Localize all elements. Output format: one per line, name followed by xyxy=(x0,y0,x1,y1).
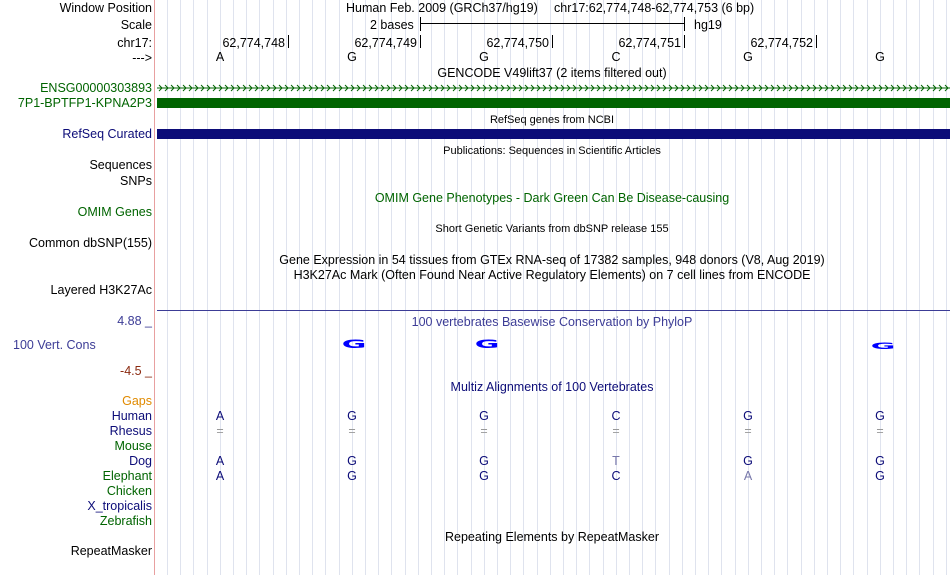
db-text: hg19 xyxy=(694,18,722,32)
window-position-label: Window Position xyxy=(59,1,152,15)
species-base: G xyxy=(875,409,885,423)
species-base: C xyxy=(611,469,621,483)
coordinate-tick xyxy=(684,35,685,48)
species-base: G xyxy=(479,409,489,423)
species-base: G xyxy=(743,409,753,423)
refseq-gene-bar[interactable] xyxy=(157,129,950,139)
species-label[interactable]: Dog xyxy=(129,454,152,468)
omim-title: OMIM Gene Phenotypes - Dark Green Can Be Disease-causing xyxy=(374,191,730,205)
coordinate-label: 62,774,751 xyxy=(618,36,681,50)
sequences-label[interactable]: Sequences xyxy=(89,158,152,172)
coordinate-label: 62,774,750 xyxy=(486,36,549,50)
conservation-min: -4.5 _ xyxy=(120,364,152,378)
species-base: G xyxy=(743,454,753,468)
species-base: T xyxy=(612,454,620,468)
coordinate-label: 62,774,752 xyxy=(750,36,813,50)
assembly-text: Human Feb. 2009 (GRCh37/hg19) xyxy=(346,1,538,15)
coordinate-tick xyxy=(816,35,817,48)
conservation-logo-letter: G xyxy=(474,337,500,352)
coordinate-tick xyxy=(552,35,553,48)
coordinate-tick xyxy=(288,35,289,48)
repeatmasker-title: Repeating Elements by RepeatMasker xyxy=(444,530,660,544)
species-base: A xyxy=(743,469,753,483)
reference-base: A xyxy=(215,50,225,64)
snps-label[interactable]: SNPs xyxy=(120,174,152,188)
refseq-label[interactable]: RefSeq Curated xyxy=(62,127,152,141)
species-label[interactable]: Rhesus xyxy=(109,424,152,438)
scale-label: Scale xyxy=(120,18,152,32)
gencode-item-label-2[interactable]: 7P1-BPTFP1-KPNA2P3 xyxy=(17,96,152,110)
h3k27ac-label[interactable]: Layered H3K27Ac xyxy=(50,283,152,297)
reference-base: G xyxy=(875,50,885,64)
reference-base: G xyxy=(479,50,489,64)
refseq-subtitle: RefSeq genes from NCBI xyxy=(489,114,615,126)
multiz-title: Multiz Alignments of 100 Vertebrates xyxy=(450,380,654,394)
conservation-label[interactable]: 100 Vert. Cons xyxy=(13,338,96,352)
species-base: = xyxy=(480,424,488,438)
species-base: = xyxy=(216,424,224,438)
gencode-intron-line[interactable] xyxy=(157,83,950,93)
species-label[interactable]: X_tropicalis xyxy=(87,499,152,513)
species-base: G xyxy=(479,454,489,468)
species-base: G xyxy=(347,409,357,423)
coordinate-label: 62,774,749 xyxy=(354,36,417,50)
position-text: chr17:62,774,748-62,774,753 (6 bp) xyxy=(554,1,755,15)
species-base: G xyxy=(347,454,357,468)
species-base: G xyxy=(479,469,489,483)
gaps-label[interactable]: Gaps xyxy=(122,394,152,408)
coordinate-tick xyxy=(420,35,421,48)
dbsnp-label[interactable]: Common dbSNP(155) xyxy=(29,236,152,250)
species-label[interactable]: Mouse xyxy=(114,439,152,453)
repeatmasker-label[interactable]: RepeatMasker xyxy=(70,544,152,558)
species-base: = xyxy=(876,424,884,438)
publications-title: Publications: Sequences in Scientific Articles xyxy=(443,145,661,157)
gencode-track-title: GENCODE V49lift37 (2 items filtered out) xyxy=(437,66,667,80)
species-base: A xyxy=(215,454,225,468)
gtex-title: Gene Expression in 54 tissues from GTEx RNA-seq of 17382 samples, 948 donors (V8, Aug 2019) xyxy=(279,253,825,267)
species-base: G xyxy=(347,469,357,483)
species-label[interactable]: Chicken xyxy=(106,484,152,498)
coordinate-label: 62,774,748 xyxy=(222,36,285,50)
species-label[interactable]: Human xyxy=(111,409,152,423)
conservation-logo-letter: G xyxy=(870,341,896,352)
chrom-label: chr17: xyxy=(117,36,152,50)
track-label-divider xyxy=(154,0,155,575)
species-base: = xyxy=(348,424,356,438)
species-base: = xyxy=(612,424,620,438)
conservation-baseline xyxy=(157,310,950,311)
species-base: A xyxy=(215,469,225,483)
strand-label: ---> xyxy=(132,51,152,65)
omim-label[interactable]: OMIM Genes xyxy=(77,205,152,219)
gencode-exon-bar[interactable] xyxy=(157,98,950,108)
species-base: A xyxy=(215,409,225,423)
species-base: G xyxy=(875,469,885,483)
dbsnp-title: Short Genetic Variants from dbSNP release 155 xyxy=(435,223,669,235)
species-base: = xyxy=(744,424,752,438)
species-base: C xyxy=(611,409,621,423)
h3k27ac-title: H3K27Ac Mark (Often Found Near Active Regulatory Elements) on 7 cell lines from ENCODE xyxy=(293,268,811,282)
conservation-title: 100 vertebrates Basewise Conservation by PhyloP xyxy=(411,315,693,329)
reference-base: G xyxy=(743,50,753,64)
gencode-item-label-1[interactable]: ENSG00000303893 xyxy=(40,81,152,95)
species-label[interactable]: Zebrafish xyxy=(99,514,152,528)
conservation-logo-letter: G xyxy=(341,337,367,352)
reference-base: C xyxy=(611,50,621,64)
species-base: G xyxy=(875,454,885,468)
reference-base: G xyxy=(347,50,357,64)
conservation-max: 4.88 _ xyxy=(117,314,152,328)
scale-text: 2 bases xyxy=(370,18,414,32)
species-label[interactable]: Elephant xyxy=(102,469,152,483)
